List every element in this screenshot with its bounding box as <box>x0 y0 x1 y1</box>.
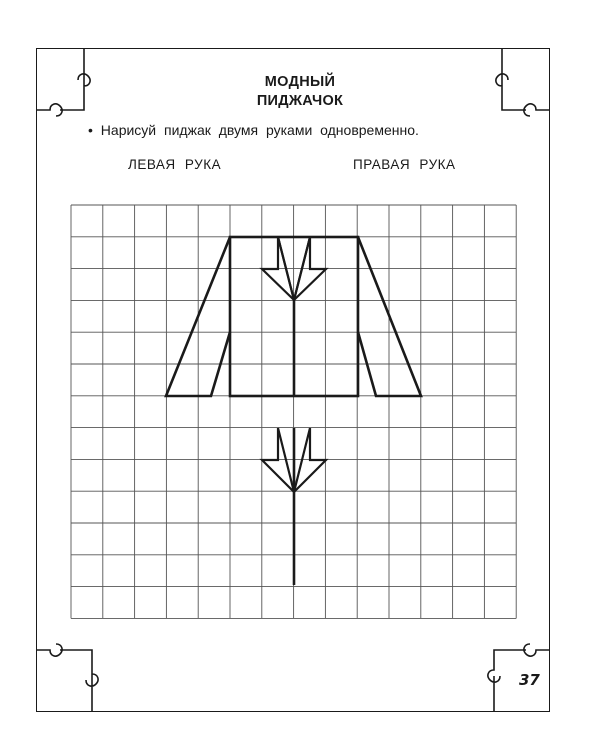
title-line-1: МОДНЫЙ <box>264 74 336 90</box>
instruction-text: • Нарисуй пиджак двумя руками одновременно. <box>88 122 419 138</box>
right-hand-label: ПРАВАЯ РУКА <box>353 157 456 172</box>
title-line-2: ПИДЖАЧОК <box>256 93 344 109</box>
page-number: 37 <box>519 671 540 689</box>
jacket-collar-bottom-sample <box>262 428 326 585</box>
left-hand-label: ЛЕВАЯ РУКА <box>128 157 222 172</box>
